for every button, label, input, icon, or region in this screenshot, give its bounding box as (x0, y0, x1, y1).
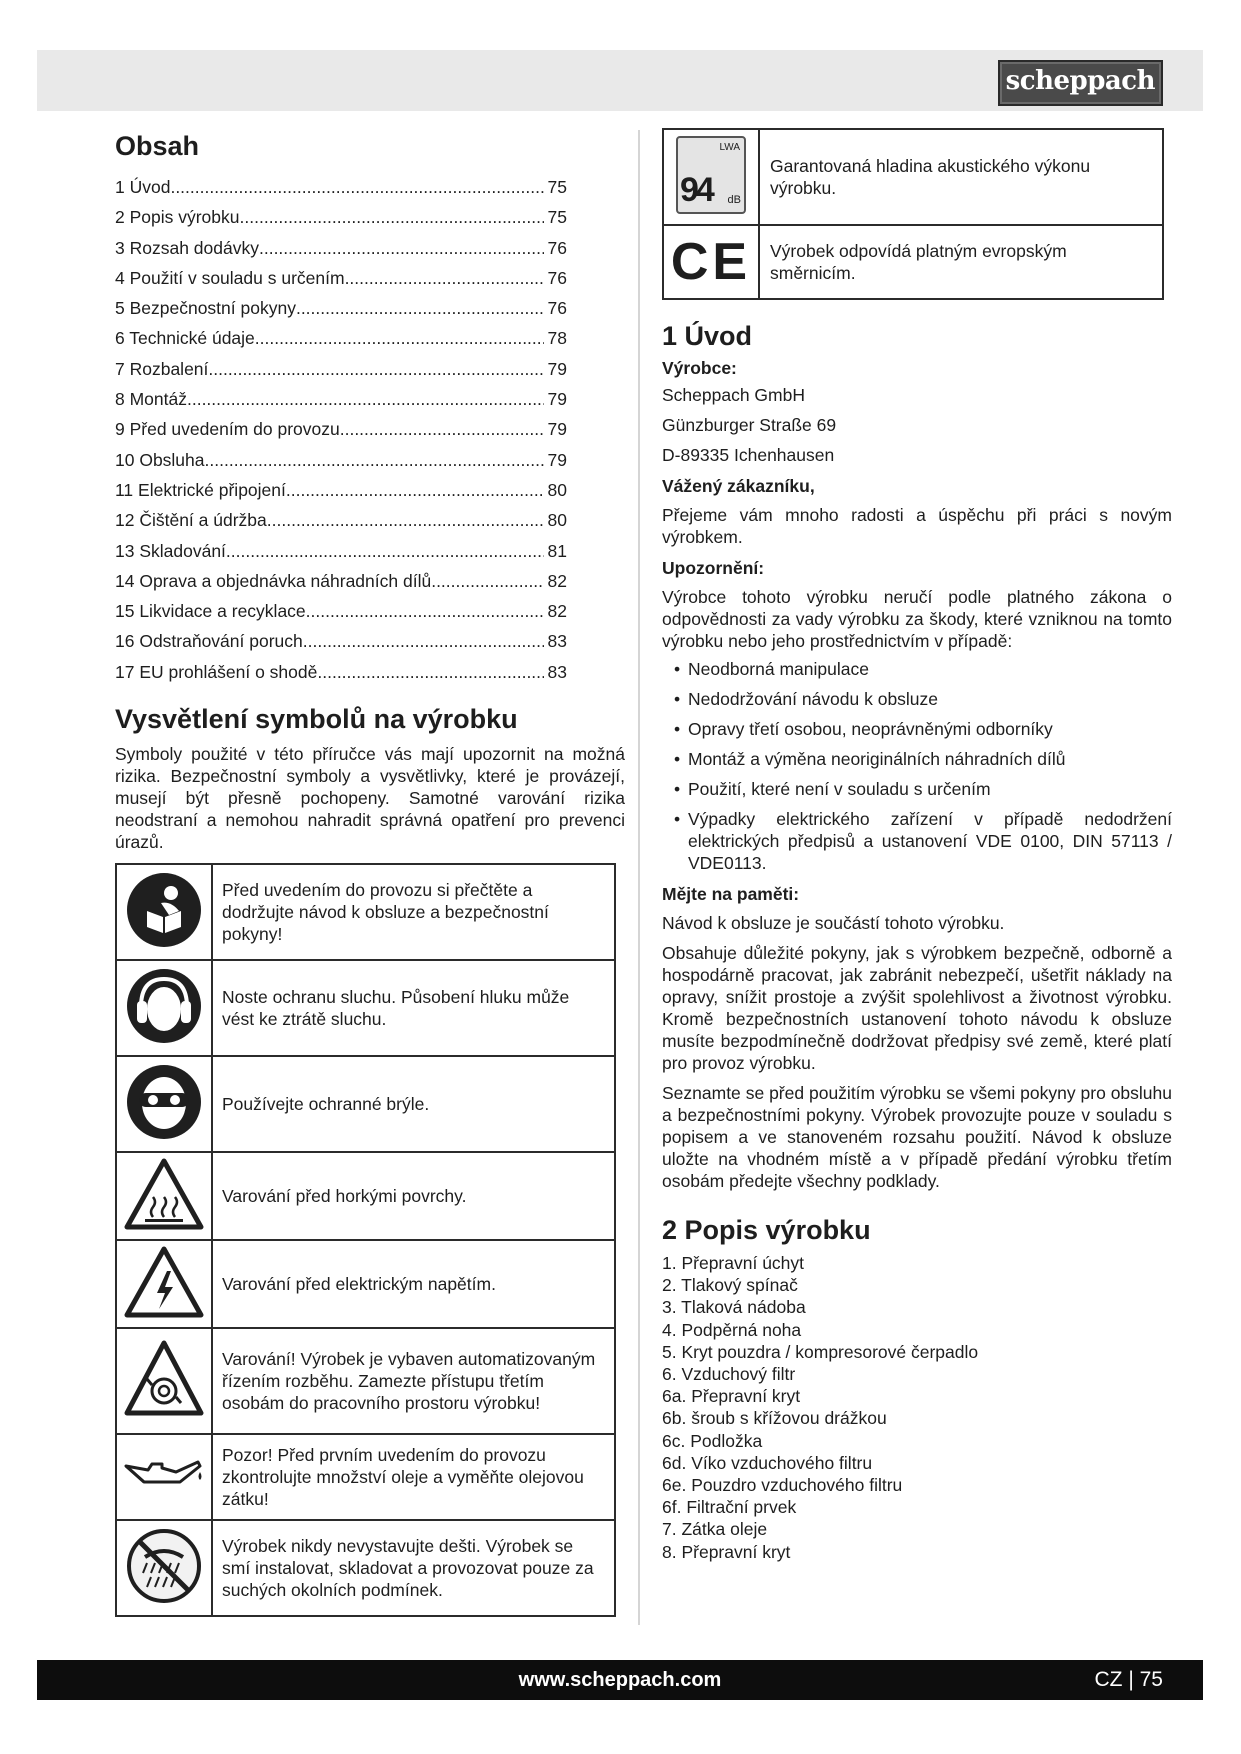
symbol-description: Výrobek nikdy nevystavujte dešti. Výrobek se smí instalovat, skladovat a provozovat pouze za suchých okolních podmínek. (212, 1520, 615, 1616)
intro-title: 1 Úvod (662, 321, 753, 351)
remember-label: Mějte na paměti: (662, 884, 800, 904)
header-bar (37, 50, 1203, 111)
toc-item[interactable]: 12 Čištění a údržba ..... 80 (115, 505, 567, 535)
read-manual-icon (125, 871, 203, 949)
ce-mark-icon: CE (670, 233, 752, 291)
product-marks-table (662, 128, 1164, 300)
table-row (663, 129, 1163, 225)
dear-text: Přejeme vám mnoho radosti a úspěchu při práci s novým výrobkem. (662, 505, 1172, 547)
left-column (115, 130, 625, 1617)
toc-item[interactable]: 17 EU prohlášení o shodě ..... 83 (115, 657, 567, 687)
toc-item[interactable]: 6 Technické údaje ..... 78 (115, 323, 567, 353)
toc-item[interactable]: 5 Bezpečnostní pokyny ..... 76 (115, 293, 567, 323)
list-item: • Opravy třetí osobou, neoprávněnými odborníky (674, 719, 1053, 739)
note-label: Upozornění: (662, 558, 765, 578)
list-item: 6f. Filtrační prvek (662, 1497, 797, 1518)
toc-item[interactable]: 2 Popis výrobku ..... 75 (115, 202, 567, 232)
parts-list (662, 1252, 1172, 1563)
intro-paragraph: Seznamte se před použitím výrobku se všemi pokyny pro obsluhu a bezpečnostními pokyny. Výrobek provozujte pouze v souladu s popisem a ve stanoveném rozsahu použití. Návod k obsluze uložte na vhodném místě a v případě předání výrobku třetím osobám předejte všechny podklady. (662, 1083, 1172, 1191)
list-item: 1. Přepravní úchyt (662, 1253, 805, 1273)
website-link[interactable]: www.scheppach.com (518, 1669, 722, 1691)
table-of-contents (115, 172, 625, 687)
table-row (116, 1328, 615, 1434)
table-row (116, 1152, 615, 1240)
maker-line: D-89335 Ichenhausen (662, 445, 835, 465)
toc-item[interactable]: 11 Elektrické připojení ..... 80 (115, 475, 567, 505)
table-row (116, 1434, 615, 1520)
toc-item[interactable]: 3 Rozsah dodávky ..... 76 (115, 233, 567, 263)
toc-item[interactable]: 16 Odstraňování poruch ..... 83 (115, 626, 567, 656)
list-item: • Výpadky elektrického zařízení v případě nedodržení elektrických předpisů a ustanovení VDE 0100, DIN 57113 / VDE0113. (674, 809, 1172, 873)
maker-label: Výrobce: (662, 358, 737, 378)
table-row (116, 1520, 615, 1616)
dear-label: Vážený zákazníku, (662, 476, 815, 496)
symbol-description: Pozor! Před prvním uvedením do provozu zkontrolujte množství oleje a vyměňte olejovou zátku! (212, 1434, 615, 1520)
maker-line: Günzburger Straße 69 (662, 415, 837, 435)
symbol-description: Varování před elektrickým napětím. (212, 1240, 615, 1328)
toc-title: Obsah (115, 131, 200, 161)
oil-can-icon (122, 1450, 206, 1500)
symbol-description: Varování! Výrobek je vybaven automatizovaným řízením rozběhu. Zamezte přístupu třetím osobám do pracovního prostoru výrobku! (212, 1328, 615, 1434)
toc-item[interactable]: 1 Úvod ..... 75 (115, 172, 567, 202)
symbol-description: Před uvedením do provozu si přečtěte a dodržujte návod k obsluze a bezpečnostní pokyny! (212, 864, 615, 960)
automatic-start-warning-icon (123, 1339, 205, 1419)
list-item: 6e. Pouzdro vzduchového filtru (662, 1475, 903, 1496)
electric-voltage-warning-icon (123, 1245, 205, 1319)
toc-item[interactable]: 10 Obsluha ..... 79 (115, 445, 567, 475)
hot-surface-warning-icon (123, 1157, 205, 1231)
list-item: 7. Zátka oleje (662, 1519, 768, 1540)
scheppach-logo: scheppach (998, 60, 1163, 106)
list-item: 6. Vzduchový filtr (662, 1364, 796, 1385)
no-rain-icon (125, 1527, 203, 1605)
list-item: 6c. Podložka (662, 1430, 763, 1451)
list-item: • Montáž a výměna neoriginálních náhradních dílů (674, 749, 1066, 769)
safety-goggles-icon (125, 1063, 203, 1141)
mark-description: Výrobek odpovídá platným evropským směrnicím. (759, 225, 1163, 299)
remember-text: Návod k obsluze je součástí tohoto výrobku. (662, 913, 1005, 933)
description-title: 2 Popis výrobku (662, 1215, 871, 1245)
list-item: 5. Kryt pouzdra / kompresorové čerpadlo (662, 1341, 979, 1362)
symbol-description: Noste ochranu sluchu. Působení hluku může vést ke ztrátě sluchu. (212, 960, 615, 1056)
table-row (116, 960, 615, 1056)
ear-protection-icon (125, 967, 203, 1045)
symbols-table (115, 863, 616, 1617)
list-item: • Neodborná manipulace (674, 659, 869, 679)
list-item: 6b. šroub s křížovou drážkou (662, 1408, 887, 1429)
table-row (663, 225, 1163, 299)
right-column (662, 128, 1172, 1563)
toc-item[interactable]: 8 Montáž ..... 79 (115, 384, 567, 414)
symbols-title: Vysvětlení symbolů na výrobku (115, 704, 518, 735)
list-item: • Nedodržování návodu k obsluze (674, 689, 939, 709)
table-row (116, 864, 615, 960)
maker-line: Scheppach GmbH (662, 385, 805, 405)
list-item: 4. Podpěrná noha (662, 1319, 802, 1340)
sound-power-icon: LWA 94 dB (676, 136, 746, 214)
symbol-description: Používejte ochranné brýle. (212, 1056, 615, 1152)
toc-item[interactable]: 14 Oprava a objednávka náhradních dílů ..... 82 (115, 566, 567, 596)
toc-item[interactable]: 15 Likvidace a recyklace ..... 82 (115, 596, 567, 626)
list-item: • Použití, které není v souladu s určením (674, 779, 991, 799)
table-row (116, 1240, 615, 1328)
list-item: 6d. Víko vzduchového filtru (662, 1452, 873, 1473)
footer-bar (37, 1660, 1203, 1700)
table-row (116, 1056, 615, 1152)
list-item: 3. Tlaková nádoba (662, 1297, 806, 1318)
list-item: 8. Přepravní kryt (662, 1541, 791, 1562)
intro-paragraph: Obsahuje důležité pokyny, jak s výrobkem bezpečně, odborně a hospodárně pracovat, jak zabránit nebezpečí, ušetřit náklady na opravy, snížit prostoje a zvýšit spolehlivost a životnost výrobku. Kromě bezpečnostních ustanovení tohoto návodu k obsluze musíte bezpodmínečně dodržovat předpisy své země, které platí pro provoz výrobku. (662, 943, 1172, 1073)
toc-item[interactable]: 9 Před uvedením do provozu ..... 79 (115, 414, 567, 444)
toc-item[interactable]: 13 Skladování ..... 81 (115, 536, 567, 566)
bullet-list (662, 658, 1172, 874)
list-item: 2. Tlakový spínač (662, 1275, 798, 1296)
note-text: Výrobce tohoto výrobku neručí podle platného zákona o odpovědnosti za vady výrobku za škody, které vzniknou na tomto výrobku nebo jeho prostřednictvím v případě: (662, 587, 1172, 651)
column-divider (638, 130, 640, 1625)
page-number: CZ | 75 (1094, 1668, 1163, 1691)
toc-item[interactable]: 4 Použití v souladu s určením ..... 76 (115, 263, 567, 293)
toc-item[interactable]: 7 Rozbalení ..... 79 (115, 354, 567, 384)
symbol-description: Varování před horkými povrchy. (212, 1152, 615, 1240)
mark-description: Garantovaná hladina akustického výkonu výrobku. (759, 129, 1163, 225)
symbols-intro: Symboly použité v této příručce vás mají upozornit na možná rizika. Bezpečnostní symboly a vysvětlivky, které je provázejí, musejí být přesně pochopeny. Samotné varování rizika neodstraní a nemohou nahradit správná opatření pro prevenci úrazů. (115, 744, 625, 853)
list-item: 6a. Přepravní kryt (662, 1386, 801, 1407)
